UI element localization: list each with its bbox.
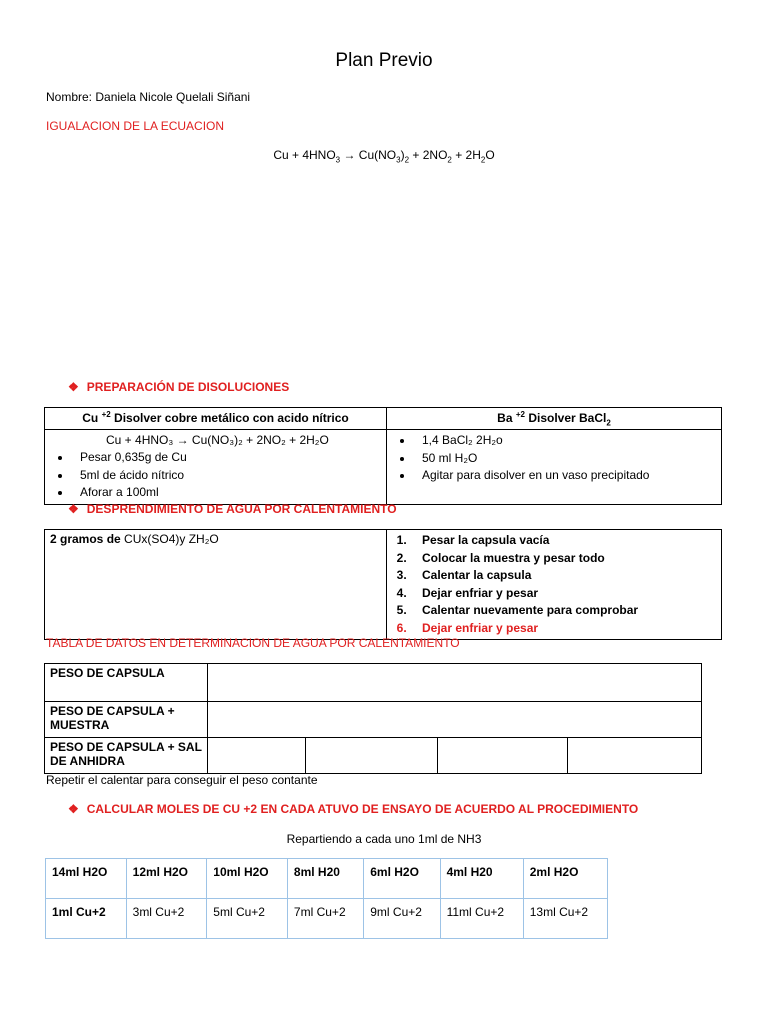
table-cell: 8ml H20 bbox=[287, 859, 363, 899]
table-cell: 9ml Cu+2 bbox=[364, 899, 440, 939]
moles-heading: ❖ CALCULAR MOLES DE CU +2 EN CADA ATUVO DE ENSAYO DE ACUERDO AL PROCEDIMIENTO bbox=[68, 802, 639, 816]
igualacion-heading: IGUALACION DE LA ECUACION bbox=[46, 119, 225, 133]
prep-left-cell bbox=[45, 430, 387, 505]
prep-heading: ❖ PREPARACIÓN DE DISOLUCIONES bbox=[68, 380, 290, 394]
prep-right-header: Ba $^{+2}$ Disolver BaCl$_2$ bbox=[387, 408, 722, 430]
table-cell: 2ml H2O bbox=[523, 859, 607, 899]
row-label: PESO DE CAPSULA + SAL DE ANHIDRA bbox=[45, 738, 208, 774]
balanced-equation: $Cu + 4HNO_3 \to Cu(NO_3)_2 + 2NO_2 + 2H_2O$ bbox=[273, 148, 495, 165]
value-cell bbox=[306, 738, 438, 774]
row-label: PESO DE CAPSULA + MUESTRA bbox=[45, 702, 208, 738]
value-cell bbox=[568, 738, 702, 774]
table-cell: 10ml H2O bbox=[207, 859, 288, 899]
list-item: • Agitar para disolver en un vaso precipitado bbox=[414, 467, 716, 485]
weights-table bbox=[44, 663, 702, 774]
step-item: 4. Dejar enfriar y pesar bbox=[410, 585, 716, 603]
prep-left-equation: Cu + 4HNO₃ → Cu(NO₃)₂ + 2NO₂ + 2H₂O bbox=[106, 433, 329, 448]
table-cell: 7ml Cu+2 bbox=[287, 899, 363, 939]
table-cell: 5ml Cu+2 bbox=[207, 899, 288, 939]
table-cell: 4ml H20 bbox=[440, 859, 523, 899]
step-item: 3. Calentar la capsula bbox=[410, 567, 716, 585]
prep-table bbox=[44, 407, 722, 505]
table-cell: 13ml Cu+2 bbox=[523, 899, 607, 939]
prep-right-cell bbox=[387, 430, 722, 505]
list-item: • 50 ml H₂O bbox=[414, 450, 716, 468]
value-cell bbox=[208, 702, 702, 738]
step-item: 6. Dejar enfriar y pesar bbox=[410, 620, 716, 638]
step-item: 2. Colocar la muestra y pesar todo bbox=[410, 550, 716, 568]
list-item: • Pesar 0,635g de Cu bbox=[72, 449, 381, 467]
table-cell: 3ml Cu+2 bbox=[126, 899, 207, 939]
list-item: • 5ml de ácido nítrico bbox=[72, 467, 381, 485]
moles-table bbox=[45, 858, 608, 939]
desp-heading: ❖ DESPRENDIMIENTO DE AGUA POR CALENTAMIENTO bbox=[68, 502, 397, 516]
value-cell bbox=[208, 664, 702, 702]
table-cell: 11ml Cu+2 bbox=[440, 899, 523, 939]
desp-steps-cell bbox=[387, 530, 722, 640]
table-cell: 12ml H2O bbox=[126, 859, 207, 899]
note-text: Repetir el calentar para conseguir el peso contante bbox=[46, 773, 318, 787]
desp-left-cell: 2 gramos de CUx(SO4)y ZH₂O bbox=[45, 530, 387, 640]
list-item: • Aforar a 100ml bbox=[72, 484, 381, 502]
desp-table bbox=[44, 529, 722, 640]
value-cell bbox=[438, 738, 568, 774]
table-cell: 1ml Cu+2 bbox=[46, 899, 127, 939]
tabla-heading: TABLA DE DATOS EN DETERMINACION DE AGUA POR CALENTAMIENTO bbox=[46, 636, 460, 650]
moles-subtitle: Repartiendo a cada uno 1ml de NH3 bbox=[286, 832, 482, 846]
diamond-bullet-icon: ❖ bbox=[68, 380, 79, 394]
table-cell: 6ml H2O bbox=[364, 859, 440, 899]
list-item: • 1,4 BaCl₂ 2H₂o bbox=[414, 432, 716, 450]
page-title: Plan Previo bbox=[335, 50, 433, 71]
step-item: 1. Pesar la capsula vacía bbox=[410, 532, 716, 550]
name-line: Nombre: Daniela Nicole Quelali Siñani bbox=[46, 90, 251, 104]
value-cell bbox=[208, 738, 306, 774]
prep-left-header: Cu $^{+2}$ Disolver cobre metálico con acido nítrico bbox=[45, 408, 387, 430]
diamond-bullet-icon: ❖ bbox=[68, 502, 79, 516]
table-cell: 14ml H2O bbox=[46, 859, 127, 899]
diamond-bullet-icon: ❖ bbox=[68, 802, 79, 816]
step-item: 5. Calentar nuevamente para comprobar bbox=[410, 602, 716, 620]
row-label: PESO DE CAPSULA bbox=[45, 664, 208, 702]
